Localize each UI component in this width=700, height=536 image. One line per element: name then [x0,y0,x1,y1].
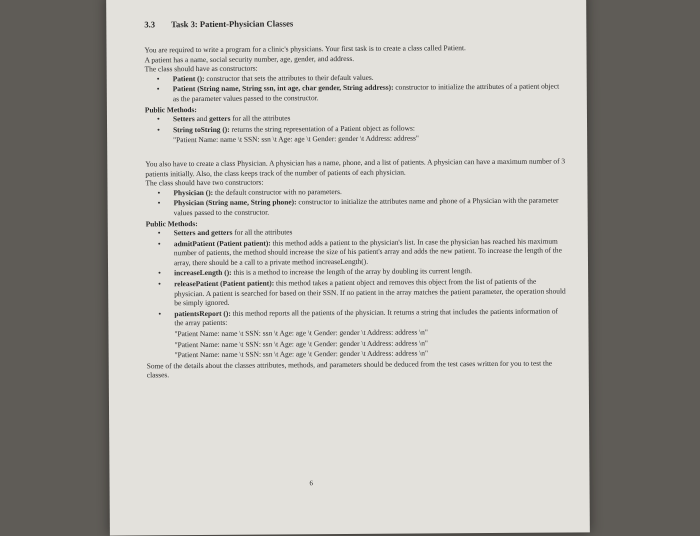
closing-note: Some of the details about the classes attributes, methods, and parameters should be deduced from the test cases written for you to test the classes. [146,358,553,380]
method-description: this method adds a patient to the physician's list. In case the physician has reached his maximum number of patients, the method should increase the size of his patient's array and adds the new patient. To increase the length of the array, there should be a call to a private method increaseLength(). [173,236,562,268]
constructor-signature: Patient (): [172,73,205,84]
intro-line-3: The class should have as constructors: [144,63,258,74]
page-number: 6 [309,479,314,488]
method-signature: releasePatient (Patient patient): [174,278,275,289]
page-header-fragment [176,0,296,7]
list-item [146,277,566,309]
method-signature: getters [209,113,231,124]
report-example: "Patient Name: name \t SSN: ssn \t Age: age \t Gender: gender \t Address: address \n" [174,327,428,339]
method-description: for all the attributes [232,227,293,237]
list-item [146,306,566,328]
method-signature: String toString (): [173,124,230,134]
section-title: Task 3: Patient-Physician Classes [171,18,294,30]
document-page [106,0,590,536]
method-description: for all the attributes [230,113,291,123]
report-example: "Patient Name: name \t SSN: ssn \t Age: age \t Gender: gender \t Address: address \n" [174,338,428,349]
constructor-description: constructor that sets the attributes to their default values. [204,72,374,83]
list-item [146,196,566,218]
method-connector: and [194,114,210,124]
list-item [146,236,566,268]
method-description: returns the string representation of a Patient object as follows: [229,123,415,134]
physician-constructors-label: The class should have two constructors: [145,177,264,188]
section-number: 3.3 [144,19,156,30]
method-signature: patientsReport (): [174,308,231,319]
patient-methods-label: Public Methods: [144,104,197,114]
method-signature: increaseLength (): [174,268,232,278]
method-description: this is a method to increase the length of the array by doubling its current length. [231,266,472,278]
constructor-description: the default constructor with no parameters. [213,186,342,197]
constructor-description: constructor to initialize the attributes name and phone of a Physician with the parameter values passed to the constructor. [173,195,559,218]
physician-methods-list [146,226,567,361]
physician-methods-label: Public Methods: [145,218,198,228]
method-description: this method takes a patient object and removes this object from the list of patients of the physician. A patient is searched for based on their SSN. If no patient in the array matches the patient parameter, the operation should be simply ignored. [174,276,566,308]
patient-constructors-list [145,71,565,104]
constructor-signature: Physician (String name, String phone): [173,197,297,208]
method-signature: admitPatient (Patient patient): [173,238,271,248]
format-example: "Patient Name: name \t SSN: ssn \t Age: age \t Gender: gender \t Address: address" [173,133,419,145]
constructor-signature: Patient (String name, String ssn, int age, char gender, String address): [172,83,394,94]
method-signature: Setters and getters [173,227,233,238]
intro-line-1: You are required to write a program for a clinic's physicians. Your first task is to create a class called Patient. [144,43,466,55]
constructor-signature: Physician (): [173,187,214,197]
section-heading [144,16,564,29]
method-signature: Setters [172,114,195,124]
patient-methods-list [145,112,565,146]
list-item [145,82,565,104]
report-example: "Patient Name: name \t SSN: ssn \t Age: age \t Gender: gender \t Address: address \n" [174,348,429,360]
page-content [144,16,567,380]
intro-line-2: A patient has a name, social security number, age, gender, and address. [144,53,355,65]
method-description: this method reports all the patients of the physician. It returns a string that includes the patients information of the array patients: [174,306,558,328]
physician-intro: You also have to create a class Physician. A physician has a name, phone, and a list of patients. A physician can have a maximum number of 3 patients initially. Also, the class keeps track of the number of patients of each physician. [145,156,566,178]
constructor-description: constructor to initialize the attributes of a patient object as the parameter values passed to the constructor. [172,81,560,104]
physician-constructors-list [145,185,565,218]
